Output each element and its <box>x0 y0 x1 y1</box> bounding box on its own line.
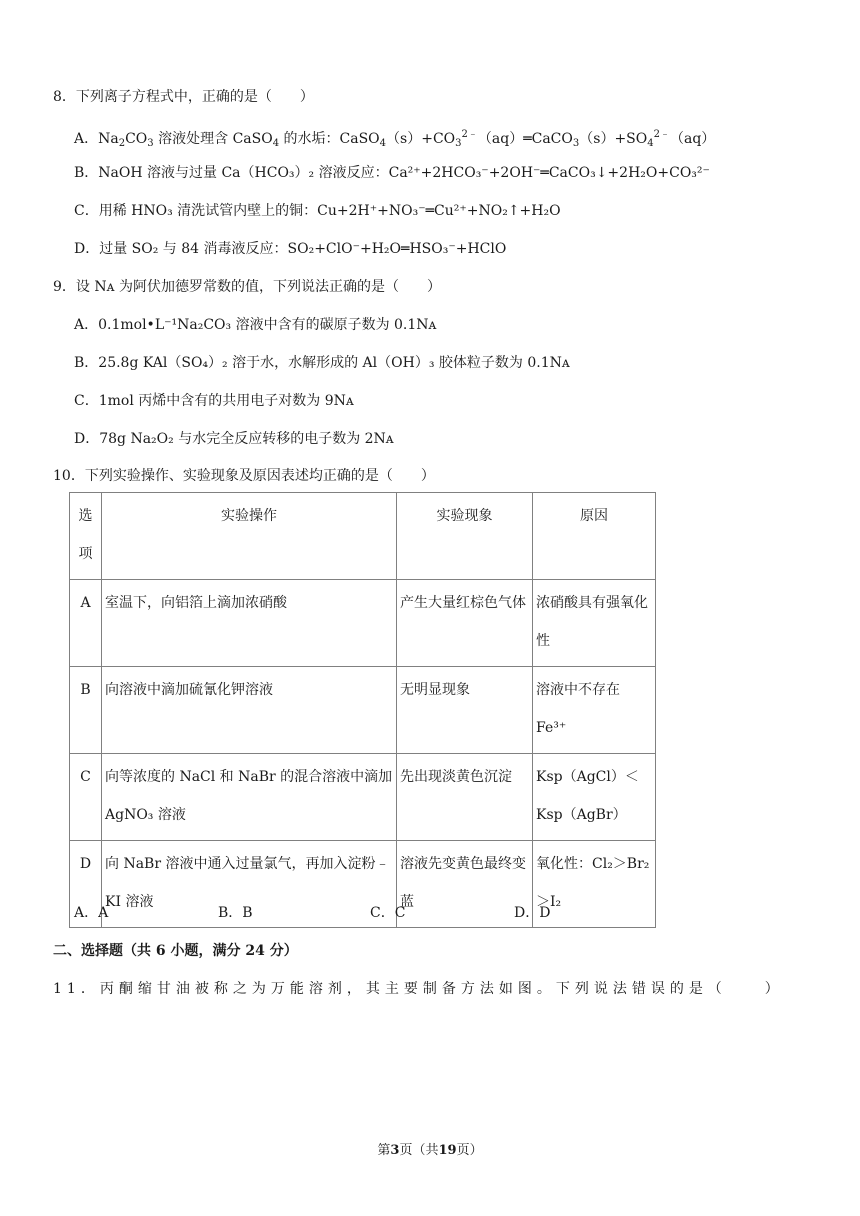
row-phenomenon: 无明显现象 <box>397 667 533 754</box>
row-reason: Ksp（AgCl）＜Ksp（AgBr） <box>533 754 656 841</box>
row-reason: 氧化性：Cl₂＞Br₂＞I₂ <box>533 841 656 928</box>
q11-stem: 11．丙酮缩甘油被称之为万能溶剂，其主要制备方法如图。下列说法错误的是（ ） <box>53 981 784 997</box>
q9-option-a: A．0.1mol•L⁻¹Na₂CO₃ 溶液中含有的碳原子数为 0.1Nᴀ <box>74 317 437 333</box>
header-phenomenon: 实验现象 <box>397 493 533 580</box>
row-operation: 向等浓度的 NaCl 和 NaBr 的混合溶液中滴加 AgNO₃ 溶液 <box>102 754 397 841</box>
row-phenomenon: 产生大量红棕色气体 <box>397 580 533 667</box>
table-row <box>70 754 656 841</box>
q9-stem: 9．设 Nᴀ 为阿伏加德罗常数的值，下列说法正确的是（ ） <box>53 279 441 295</box>
row-phenomenon: 溶液先变黄色最终变蓝 <box>397 841 533 928</box>
q8-option-a: A．$Na_2CO_3$ 溶液处理含 CaSO$_4$ 的水垢：$CaSO_4(s)+CO_3^{2﹣}(aq)═CaCO_3(s)+SO_4^{2﹣}(aq)$ <box>74 129 716 149</box>
row-phenomenon: 先出现淡黄色沉淀 <box>397 754 533 841</box>
row-operation: 向溶液中滴加硫氰化钾溶液 <box>102 667 397 754</box>
q8-option-b: B．NaOH 溶液与过量 Ca（HCO₃）₂ 溶液反应：Ca²⁺+2HCO₃⁻+2OH⁻═CaCO₃↓+2H₂O+CO₃²⁻ <box>74 165 710 181</box>
q9-option-d: D．78g Na₂O₂ 与水完全反应转移的电子数为 2Nᴀ <box>74 431 394 447</box>
q8-option-d: D．过量 SO₂ 与 84 消毒液反应：SO₂+ClO⁻+H₂O═HSO₃⁻+HClO <box>74 241 507 257</box>
row-option: B <box>70 667 102 754</box>
row-option: D <box>70 841 102 928</box>
table-row <box>70 667 656 754</box>
row-option: A <box>70 580 102 667</box>
q9-option-c: C．1mol 丙烯中含有的共用电子对数为 9Nᴀ <box>74 393 354 409</box>
section-title: 二、选择题（共 6 小题，满分 24 分） <box>53 943 298 959</box>
row-reason: 溶液中不存在 Fe³⁺ <box>533 667 656 754</box>
experiment-table <box>69 492 656 928</box>
table-row <box>70 580 656 667</box>
choice-c: C．C <box>370 905 406 921</box>
choice-a: A．A <box>74 905 109 921</box>
row-operation: 向 NaBr 溶液中通入过量氯气，再加入淀粉﹣KI 溶液 <box>102 841 397 928</box>
q10-stem: 10．下列实验操作、实验现象及原因表述均正确的是（ ） <box>53 468 435 484</box>
q8-stem: 8．下列离子方程式中，正确的是（ ） <box>53 89 314 105</box>
total-pages: 19 <box>438 1143 457 1158</box>
q8-option-c: C．用稀 HNO₃ 清洗试管内壁上的铜：Cu+2H⁺+NO₃⁻═Cu²⁺+NO₂↑+H₂O <box>74 203 561 219</box>
choice-b: B．B <box>218 905 253 921</box>
header-operation: 实验操作 <box>102 493 397 580</box>
row-operation: 室温下，向铝箔上滴加浓硝酸 <box>102 580 397 667</box>
header-reason: 原因 <box>533 493 656 580</box>
page-number: 3 <box>390 1143 400 1158</box>
q9-option-b: B．25.8g KAl（SO₄）₂ 溶于水，水解形成的 Al（OH）₃ 胶体粒子数为 0.1Nᴀ <box>74 355 570 371</box>
row-option: C <box>70 754 102 841</box>
row-reason: 浓硝酸具有强氧化性 <box>533 580 656 667</box>
page-footer: 第3页（共19页） <box>377 1143 483 1158</box>
header-option: 选项 <box>70 493 102 580</box>
q10-choices <box>74 903 634 923</box>
table-header-row <box>70 493 656 580</box>
choice-d: D．D <box>514 905 551 921</box>
